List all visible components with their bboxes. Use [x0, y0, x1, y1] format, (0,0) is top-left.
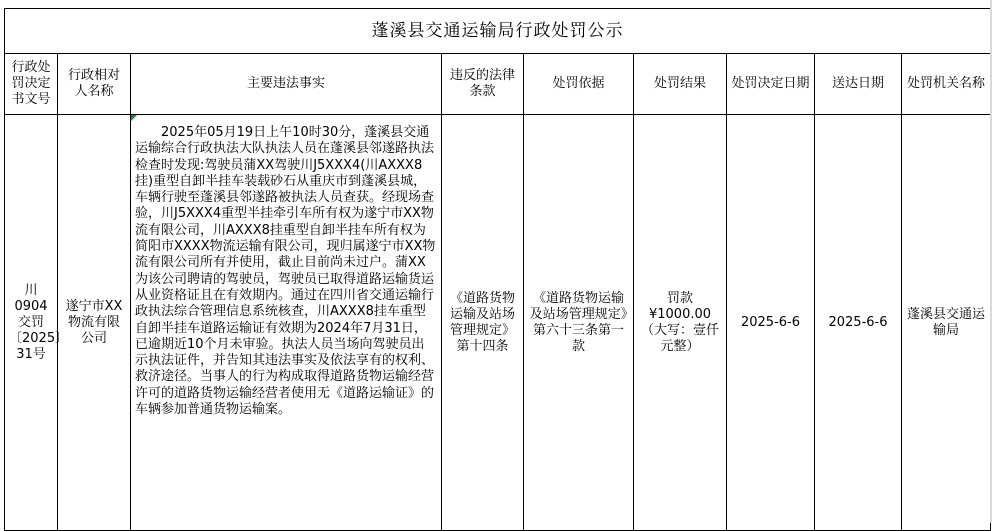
table-row	[5, 115, 991, 531]
cell-facts	[131, 115, 442, 531]
header-result: 处罚结果	[634, 54, 727, 115]
header-facts: 主要违法事实	[131, 54, 442, 115]
table-title: 蓬溪县交通运输局行政处罚公示	[5, 9, 991, 54]
cell-facts-text: 2025年05月19日上午10时30分，蓬溪县交通运输综合行政执法大队执法人员在蓬溪县邻遂路执法检查时发现:驾驶员蒲XX驾驶川J5XXX4(川AXXX8挂)重型自卸半挂车装载砂石从重庆市到蓬溪县城，车辆行驶至蓬溪县邻遂路被执法人员查获。经现场查验，川J5XXX4重型半挂牵引车所有权为遂宁市XX物流有限公司，川AXXX8挂重型自卸半挂车所有权为简阳市XXXX物流运输有限公司，现归属遂宁市XX物流有限公司所有并使用，截止目前尚未过户。蒲XX为该公司聘请的驾驶员，驾驶员已取得道路运输货运从业资格证且在有效期内。通过在四川省交通运输行政执法综合管理信息系统核查，川AXXX8挂车重型自卸半挂车道路运输证有效期为2024年7月31日，已逾期近10个月未审验。执法人员当场向驾驶员出示执法证件，并告知其违法事实及依法享有的权利、救济途径。当事人的行为构成取得道路货物运输经营许可的道路货物运输经营者使用无《道路运输证》的车辆参加普通货物运输案。	[135, 125, 436, 418]
cell-party: 遂宁市XX物流有限公司	[58, 115, 131, 531]
header-doc-no: 行政处罚决定书文号	[5, 54, 58, 115]
header-authority: 处罚机关名称	[902, 54, 991, 115]
header-decision-date: 处罚决定日期	[727, 54, 815, 115]
cell-result: 罚款¥1000.00（大写：壹仟元整）	[634, 115, 727, 531]
cell-decision-date: 2025-6-6	[727, 115, 815, 531]
penalty-table	[4, 8, 991, 531]
cell-basis: 《道路货物运输及站场管理规定》第六十三条第一款	[524, 115, 634, 531]
cell-authority: 蓬溪县交通运输局	[902, 115, 991, 531]
cell-doc-no: 川0904交罚〔2025〕31号	[5, 115, 58, 531]
header-party: 行政相对人名称	[58, 54, 131, 115]
cell-comment-marker	[131, 115, 137, 121]
header-law: 违反的法律条款	[442, 54, 524, 115]
header-service-date: 送达日期	[815, 54, 902, 115]
cell-service-date: 2025-6-6	[815, 115, 902, 531]
header-basis: 处罚依据	[524, 54, 634, 115]
cell-law: 《道路货物运输及站场管理规定》第十四条	[442, 115, 524, 531]
